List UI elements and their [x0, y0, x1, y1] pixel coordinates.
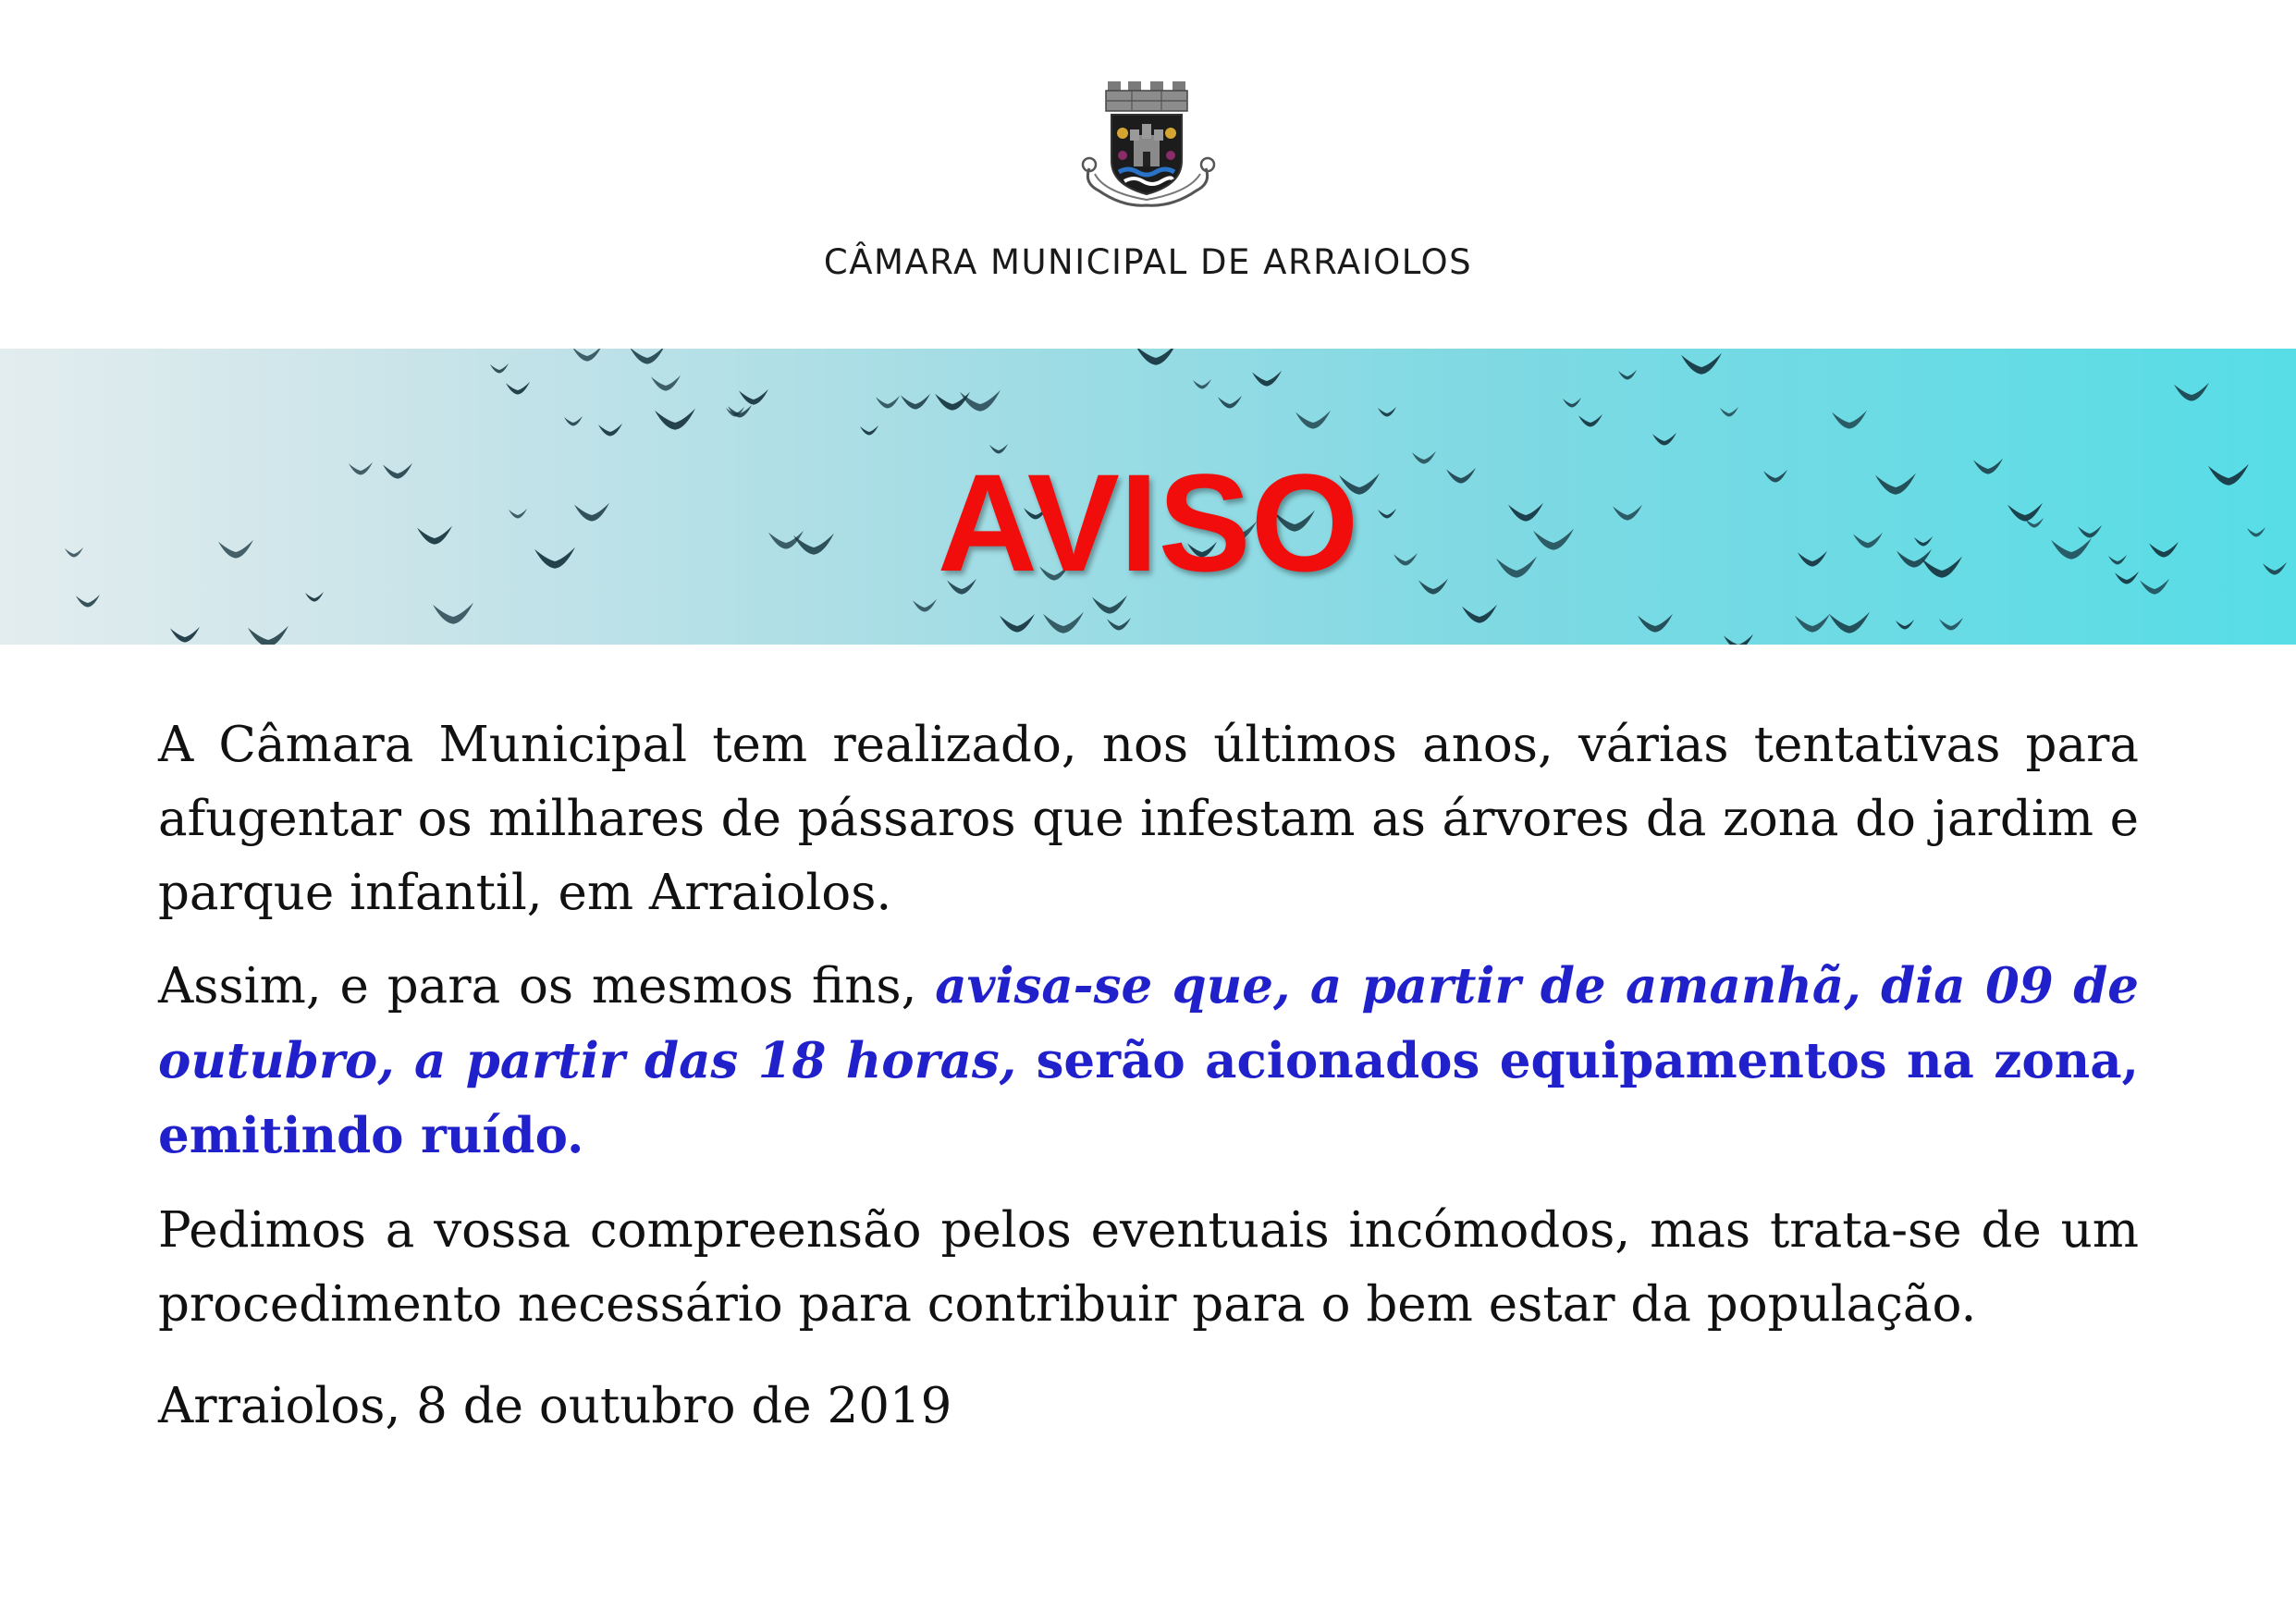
notice-paragraph-2-schedule: avisa-se que, a partir de amanhã, dia 09 de outubro, a partir das 18 horas, [158, 957, 2139, 1089]
notice-paragraph-2-action: serão acionados equipamentos na zona, emitindo ruído. [158, 1032, 2140, 1164]
notice-body [158, 708, 2139, 1444]
notice-date: Arraiolos, 8 de outubro de 2019 [158, 1378, 952, 1434]
notice-paragraph-3: Pedimos a vossa compreensão pelos eventuais incómodos, mas trata-se de um procedimento necessário para contribuir para o bem estar da população. [158, 1202, 2139, 1333]
notice-title: AVISO [937, 445, 1359, 600]
notice-paragraph-2-intro: Assim, e para os mesmos fins, [158, 958, 936, 1014]
notice-paragraph-1: A Câmara Municipal tem realizado, nos últimos anos, várias tentativas para afugentar os milhares de pássaros que infestam as árvores da zona do jardim e parque infantil, em Arraiolos. [158, 717, 2139, 921]
municipal-crest-icon [1076, 81, 1221, 209]
organization-name: CÂMARA MUNICIPAL DE ARRAIOLOS [823, 242, 1473, 282]
notice-paragraph-2 [158, 949, 2139, 1174]
notice-banner [0, 349, 2296, 645]
